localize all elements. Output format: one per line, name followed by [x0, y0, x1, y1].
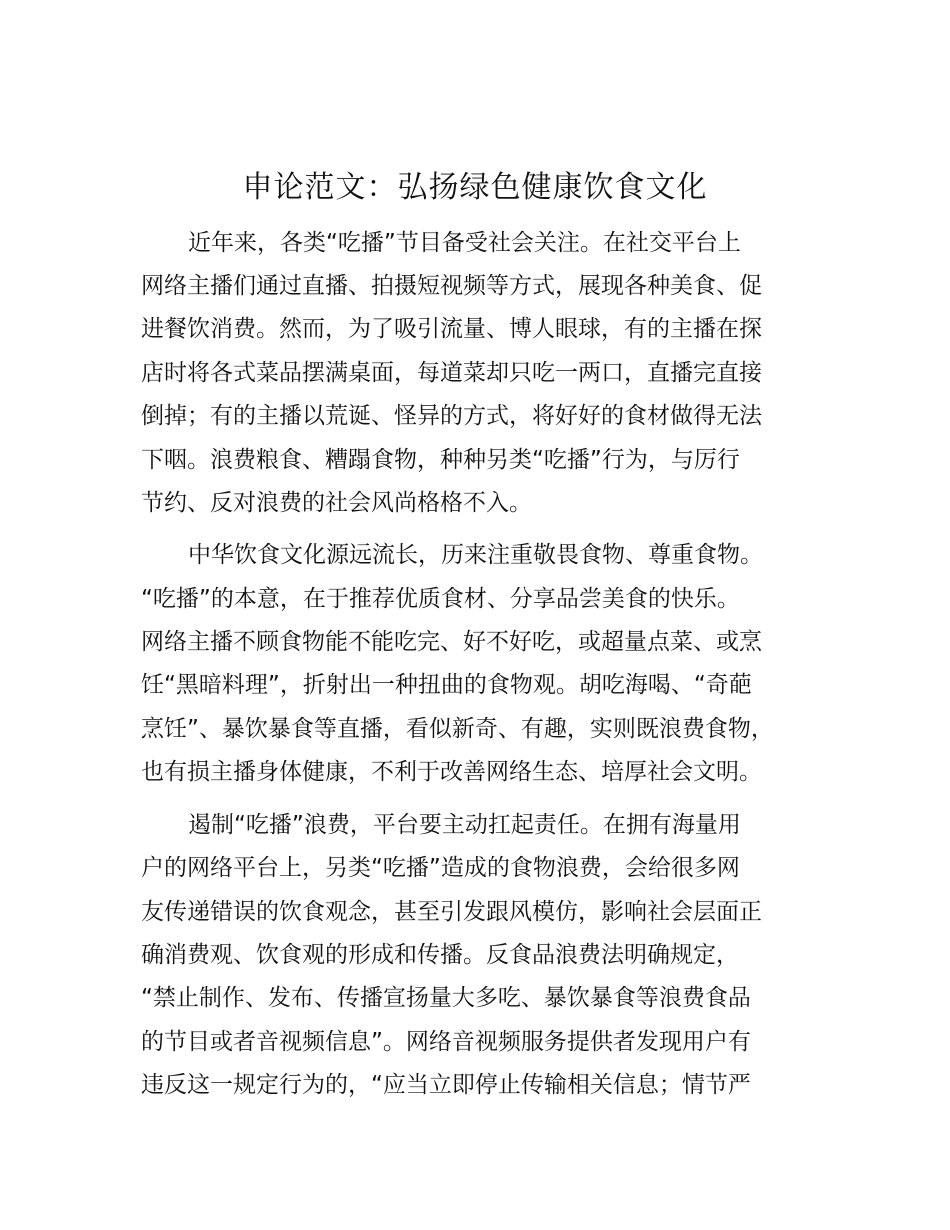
paragraph-3-line-2: 户的网络平台上，另类“吃播”造成的食物浪费，会给很多网	[141, 855, 740, 881]
paragraph-1-line-6: 下咽。浪费粮食、糟蹋食物，种种另类“吃播”行为，与厉行	[141, 447, 740, 473]
paragraph-2-line-3: 网络主播不顾食物能不能吃完、好不好吃，或超量点菜、或烹	[141, 629, 762, 655]
paragraph-1-line-5: 倒掉；有的主播以荒诞、怪异的方式，将好好的食材做得无法	[141, 403, 762, 429]
paragraph-2-line-5: 烹饪”、暴饮暴食等直播，看似新奇、有趣，实则既浪费食物，	[141, 716, 774, 742]
paragraph-1-line-2: 网络主播们通过直播、拍摄短视频等方式，展现各种美食、促	[141, 273, 762, 299]
paragraph-3-line-3: 友传递错误的饮食观念，甚至引发跟风模仿，影响社会层面正	[141, 899, 762, 925]
document-title: 申论范文：弘扬绿色健康饮食文化	[242, 170, 708, 205]
paragraph-1-line-1: 近年来，各类“吃播”节目备受社会关注。在社交平台上	[188, 230, 741, 256]
paragraph-2-line-2: “吃播”的本意，在于推荐优质食材、分享品尝美食的快乐。	[141, 586, 740, 612]
paragraph-2-line-4: 饪“黑暗料理”，折射出一种扭曲的食物观。胡吃海喝、“奇葩	[141, 672, 752, 698]
paragraph-3-line-6: 的节目或者音视频信息”。网络音视频服务提供者发现用户有	[141, 1029, 751, 1055]
paragraph-2-line-6: 也有损主播身体健康，不利于改善网络生态、培厚社会文明。	[141, 759, 762, 785]
paragraph-3-line-5: “禁止制作、发布、传播宣扬量大多吃、暴饮暴食等浪费食品	[141, 985, 751, 1011]
paragraph-1-line-7: 节约、反对浪费的社会风尚格格不入。	[141, 490, 532, 516]
paragraph-3-line-4: 确消费观、饮食观的形成和传播。反食品浪费法明确规定，	[141, 942, 739, 968]
paragraph-3-line-1: 遏制“吃播”浪费，平台要主动扛起责任。在拥有海量用	[188, 812, 741, 838]
paragraph-3-line-7: 违反这一规定行为的，“应当立即停止传输相关信息；情节严	[141, 1072, 751, 1098]
paragraph-2-line-1: 中华饮食文化源远流长，历来注重敬畏食物、尊重食物。	[188, 542, 763, 568]
paragraph-1-line-4: 店时将各式菜品摆满桌面，每道菜却只吃一两口，直播完直接	[141, 360, 762, 386]
paragraph-1-line-3: 进餐饮消费。然而，为了吸引流量、博人眼球，有的主播在探	[141, 316, 762, 342]
